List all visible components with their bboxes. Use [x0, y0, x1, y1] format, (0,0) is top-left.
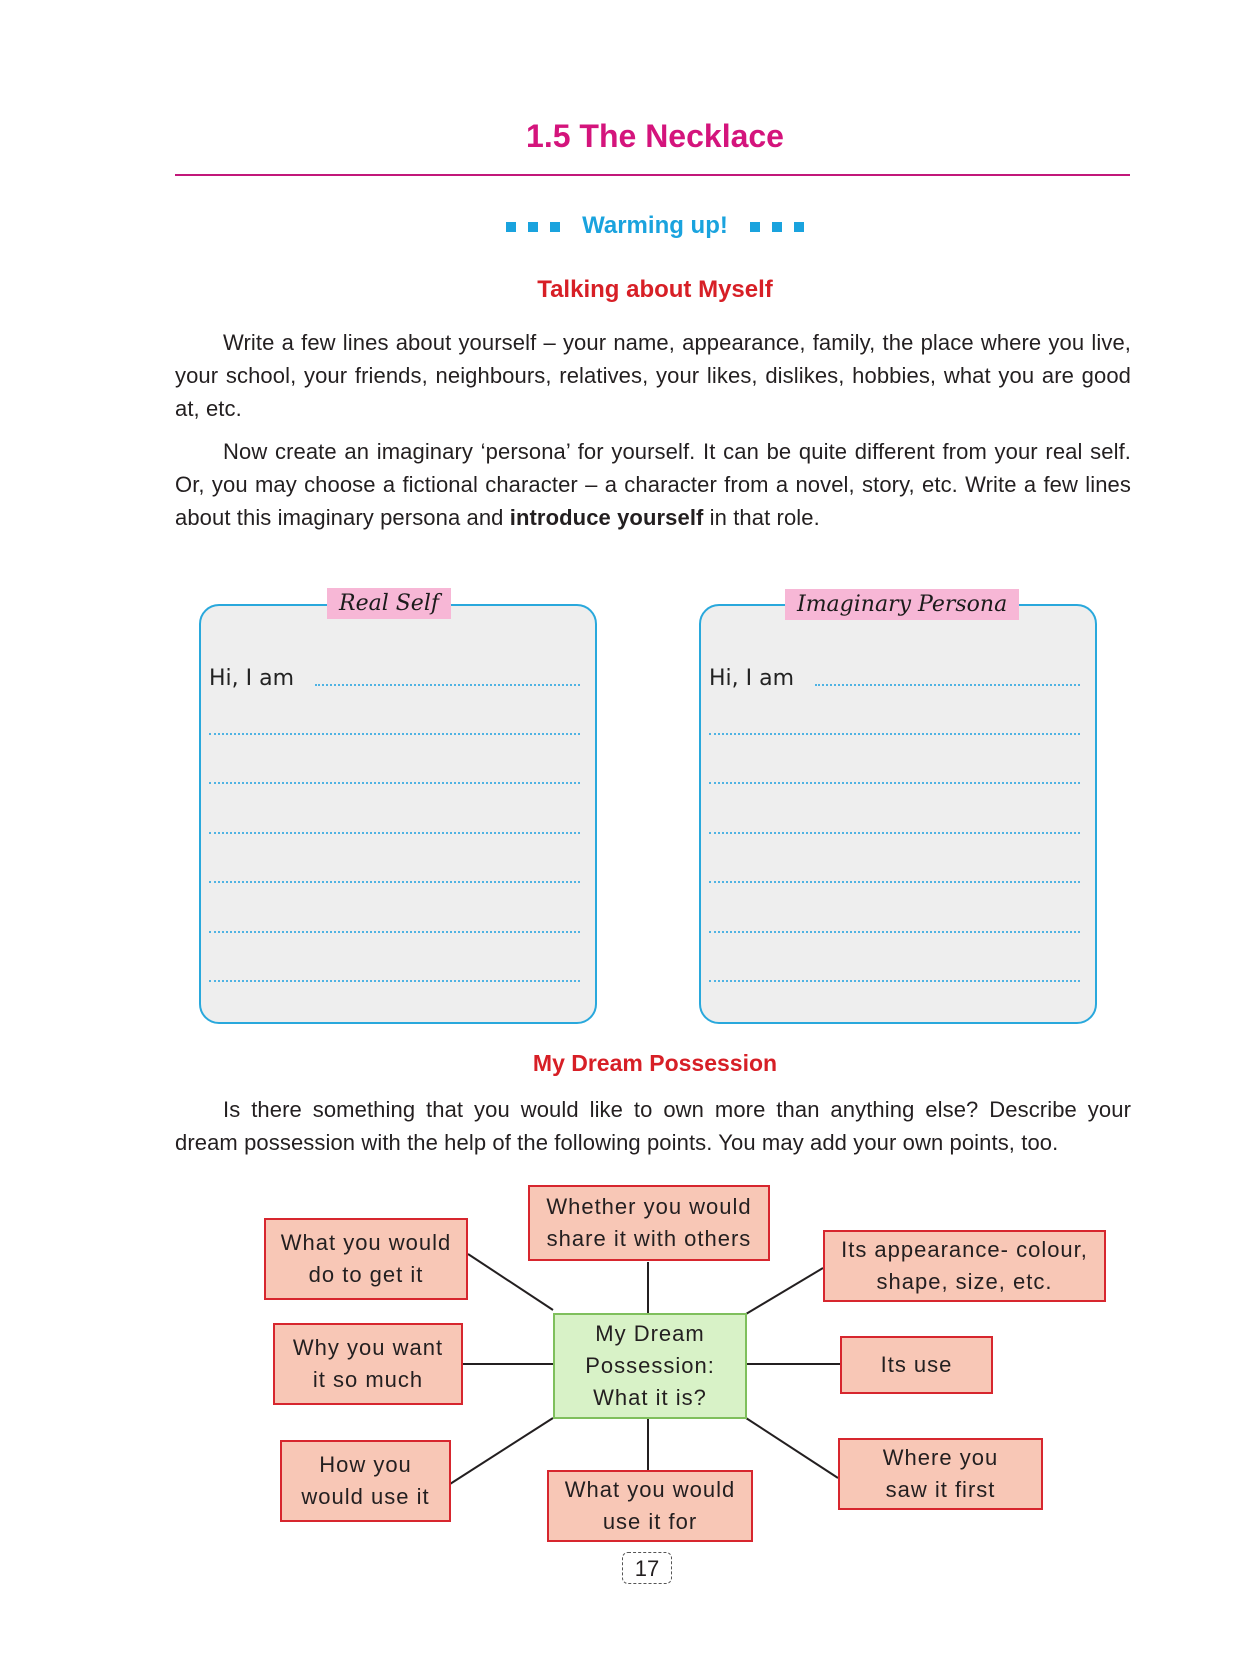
connector-line	[450, 1418, 553, 1484]
mindmap-node-why	[273, 1323, 463, 1405]
node-text: Its appearance- colour,	[841, 1237, 1088, 1262]
node-text: do to get it	[308, 1262, 424, 1287]
node-text: Possession:	[585, 1353, 715, 1378]
node-text: Whether you would	[546, 1194, 752, 1219]
real-self-starter: Hi, I am	[209, 666, 295, 691]
connector-line	[746, 1268, 823, 1314]
mindmap-node-use	[840, 1336, 993, 1394]
node-text: share it with others	[546, 1226, 752, 1251]
node-text: saw it first	[885, 1477, 996, 1502]
node-text: would use it	[301, 1484, 430, 1509]
chapter-title: 1.5 The Necklace	[526, 118, 784, 154]
warming-up-label: Warming up!	[582, 212, 728, 239]
node-text: What you would	[564, 1477, 736, 1502]
node-text: shape, size, etc.	[876, 1269, 1053, 1294]
mindmap-node-use-for	[547, 1470, 753, 1542]
instruction-paragraph-1: Write a few lines about yourself – your name, appearance, family, the place where you live, your school, your friends, neighbours, relatives, your likes, dislikes, hobbies, what you are good at, etc.	[175, 330, 1131, 421]
connector-line	[468, 1254, 553, 1310]
node-text: Where you	[882, 1445, 999, 1470]
mindmap-node-share	[528, 1185, 770, 1261]
instruction-paragraph-3: Is there something that you would like to own more than anything else? Describe your dream possession with the help of the following points. You may add your own points, too.	[175, 1097, 1131, 1155]
para2-text: Now create an imaginary ‘persona’ for yourself. It can be quite different from your real self. Or, you may choose a fictional character – a character from a novel, story, etc. Write a few lines about this imaginary persona and	[175, 439, 1131, 530]
node-text: use it for	[602, 1509, 698, 1534]
mindmap-node-get-it	[264, 1218, 468, 1300]
node-text: What it is?	[593, 1385, 707, 1410]
node-text: My Dream	[595, 1321, 705, 1346]
node-text: Its use	[880, 1352, 953, 1377]
mindmap-node-how-use	[280, 1440, 451, 1522]
mindmap-node-saw-first	[838, 1438, 1043, 1510]
node-text: How you	[319, 1452, 412, 1477]
section-heading-myself: Talking about Myself	[537, 276, 773, 303]
imaginary-persona-starter: Hi, I am	[709, 666, 795, 691]
imaginary-persona-label: Imaginary Persona	[785, 589, 1019, 620]
connector-line	[746, 1418, 838, 1478]
section-heading-dream-possession: My Dream Possession	[532, 1050, 778, 1076]
node-text: What you would	[280, 1230, 452, 1255]
real-self-label: Real Self	[327, 588, 451, 619]
mindmap-center-node	[553, 1313, 747, 1419]
para2-bold-text: introduce yourself	[509, 505, 704, 530]
page-number: 17	[622, 1552, 672, 1584]
para2-text-end: in that role.	[703, 505, 820, 530]
mindmap-node-appearance	[823, 1230, 1106, 1302]
node-text: Why you want	[292, 1335, 444, 1360]
node-text: it so much	[312, 1367, 424, 1392]
